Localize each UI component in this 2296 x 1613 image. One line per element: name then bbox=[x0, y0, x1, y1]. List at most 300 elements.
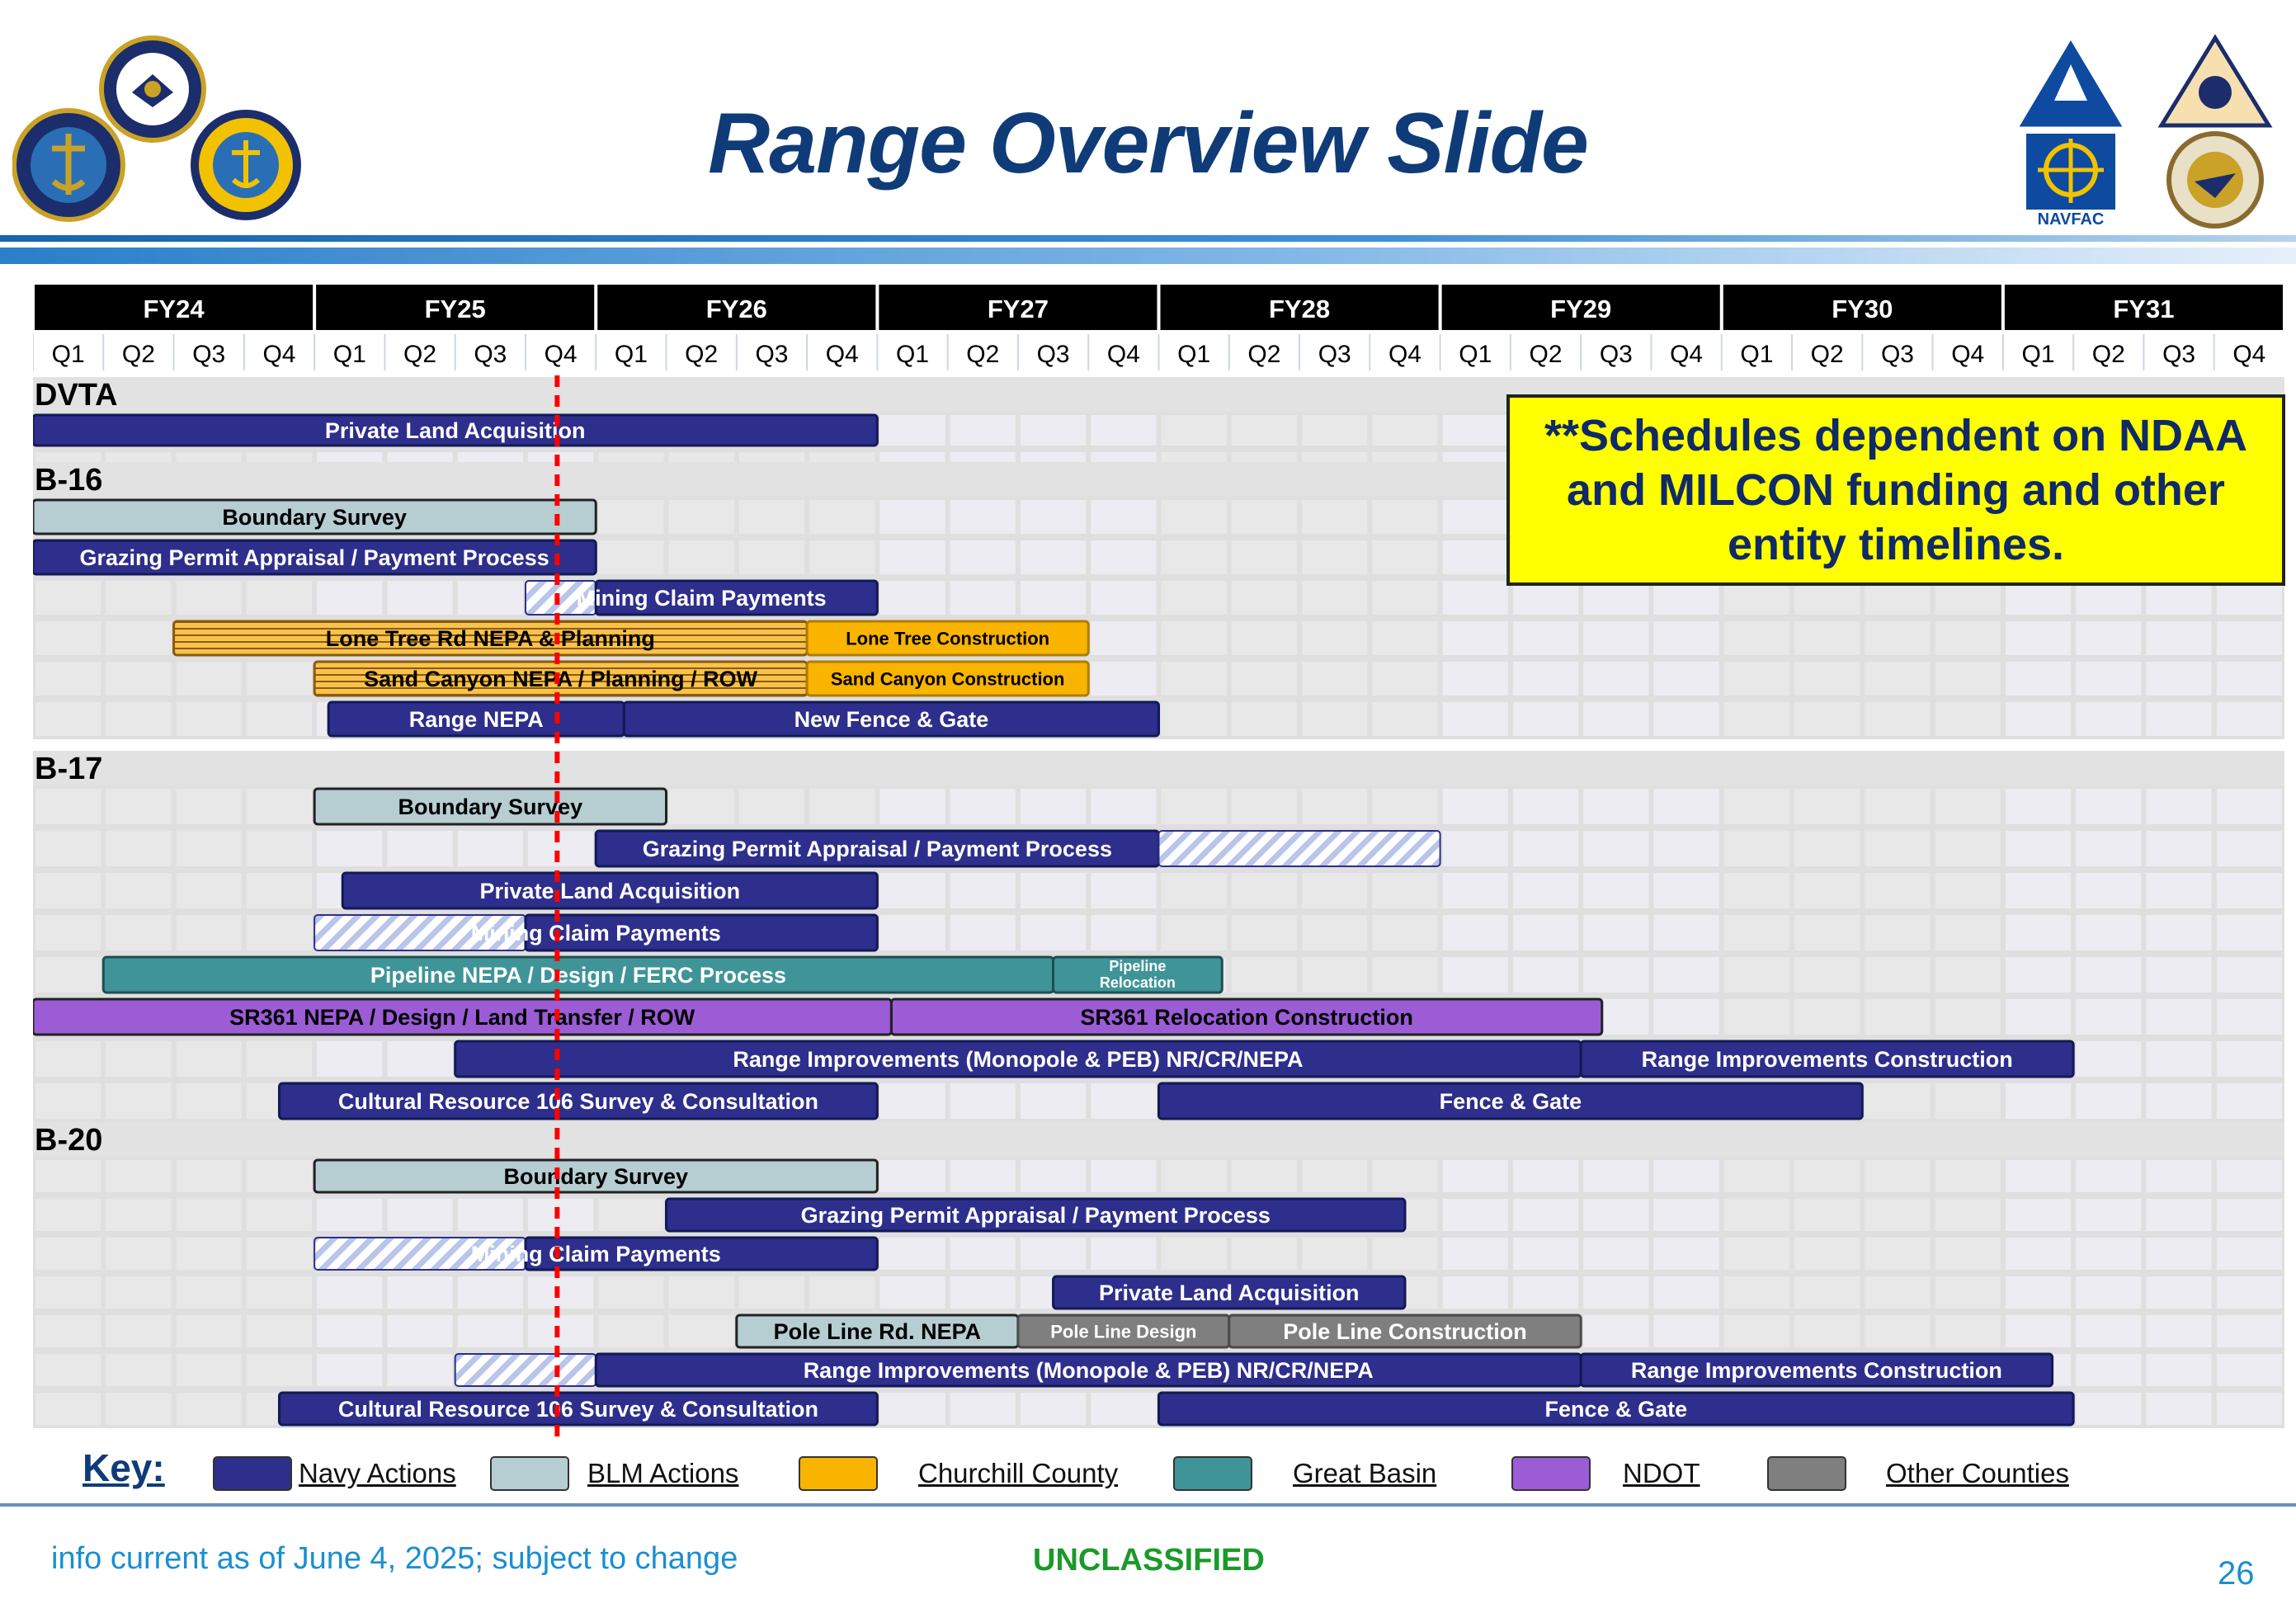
grid-cell bbox=[177, 1276, 242, 1309]
grid-cell bbox=[2076, 662, 2141, 696]
grid-cell bbox=[1513, 702, 1578, 736]
grid-cell bbox=[1513, 957, 1578, 993]
grid-cell bbox=[1724, 915, 1789, 950]
grid-cell bbox=[2146, 621, 2211, 655]
grid-cell bbox=[1232, 415, 1297, 446]
grid-cell bbox=[1794, 1276, 1860, 1309]
grid-cell bbox=[879, 1238, 945, 1270]
quarter-label: Q4 bbox=[1106, 341, 1140, 368]
grid-cell bbox=[35, 1199, 101, 1231]
grid-cell bbox=[739, 540, 804, 574]
grid-cell bbox=[1091, 1393, 1156, 1425]
grid-cell bbox=[1724, 1160, 1789, 1192]
grid-cell bbox=[1443, 581, 1508, 615]
grid-cell bbox=[1935, 621, 2001, 655]
grid-cell bbox=[1021, 581, 1086, 615]
grid-cell bbox=[1724, 621, 1789, 655]
grid-cell bbox=[1443, 1238, 1508, 1270]
grid-cell bbox=[247, 1199, 312, 1231]
grid-cell bbox=[1724, 1238, 1789, 1270]
grid-cell bbox=[879, 1160, 945, 1192]
grid-cell bbox=[106, 1199, 171, 1231]
grid-cell bbox=[1162, 915, 1227, 950]
grid-cell bbox=[1443, 1276, 1508, 1309]
section-band bbox=[33, 751, 2284, 785]
grid-cell bbox=[177, 1083, 242, 1119]
task-label: Fence & Gate bbox=[1544, 1397, 1688, 1422]
grid-cell bbox=[1162, 621, 1227, 655]
grid-cell bbox=[2217, 915, 2282, 950]
quarter-label: Q2 bbox=[1810, 341, 1844, 368]
fy-label: FY29 bbox=[1550, 295, 1612, 323]
grid-cell bbox=[1302, 662, 1367, 696]
fy-label: FY27 bbox=[987, 295, 1049, 323]
grid-cell bbox=[598, 540, 663, 574]
grid-cell bbox=[1021, 915, 1086, 950]
grid-cell bbox=[1583, 1199, 1648, 1231]
grid-cell bbox=[2146, 581, 2211, 615]
grid-cell bbox=[387, 1199, 452, 1231]
grid-cell bbox=[1865, 789, 1930, 824]
grid-cell bbox=[2217, 999, 2282, 1035]
grid-cell bbox=[1935, 1083, 2001, 1119]
grid-cell bbox=[2146, 1276, 2211, 1309]
grid-cell bbox=[387, 1354, 452, 1386]
grid-cell bbox=[1443, 540, 1508, 574]
grid-cell bbox=[2146, 1041, 2211, 1077]
grid-cell bbox=[1302, 415, 1367, 446]
grid-cell bbox=[950, 581, 1016, 615]
grid-cell bbox=[1232, 915, 1297, 950]
grid-cell bbox=[2076, 702, 2141, 736]
task-label: Range Improvements (Monopole & PEB) NR/CR/NEPA bbox=[803, 1358, 1374, 1384]
grid-cell bbox=[247, 1041, 312, 1077]
task-label: Grazing Permit Appraisal / Payment Process bbox=[642, 837, 1112, 862]
grid-cell bbox=[1653, 621, 1718, 655]
task-label: Fence & Gate bbox=[1439, 1089, 1582, 1115]
grid-cell bbox=[387, 831, 452, 866]
grid-cell bbox=[1372, 540, 1437, 574]
grid-cell bbox=[739, 1276, 804, 1309]
task-label: Lone Tree Construction bbox=[846, 628, 1050, 649]
grid-cell bbox=[2006, 1315, 2071, 1347]
legend-label-ndot: NDOT bbox=[1623, 1458, 1700, 1488]
grid-cell bbox=[106, 581, 171, 615]
grid-cell bbox=[598, 1276, 663, 1309]
grid-cell bbox=[1372, 581, 1437, 615]
grid-cell bbox=[458, 581, 523, 615]
grid-cell bbox=[809, 789, 875, 824]
grid-cell bbox=[35, 1276, 101, 1309]
grid-cell bbox=[2146, 915, 2211, 950]
quarter-label: Q2 bbox=[1529, 341, 1563, 368]
grid-cell bbox=[35, 1354, 101, 1386]
quarter-label: Q4 bbox=[1388, 341, 1421, 368]
grid-cell bbox=[1583, 662, 1648, 696]
grid-cell bbox=[2146, 873, 2211, 908]
grid-cell bbox=[1653, 1238, 1718, 1270]
grid-cell bbox=[1935, 1315, 2001, 1347]
grid-cell bbox=[1513, 1238, 1578, 1270]
grid-cell bbox=[1162, 702, 1227, 736]
grid-cell bbox=[1302, 957, 1367, 993]
legend-label-navy: Navy Actions bbox=[299, 1458, 456, 1488]
grid-cell bbox=[1865, 831, 1930, 866]
grid-cell bbox=[177, 1354, 242, 1386]
task-label: Private Land Acquisition bbox=[1099, 1280, 1360, 1306]
grid-cell bbox=[1794, 1238, 1860, 1270]
grid-cell bbox=[1513, 1276, 1578, 1309]
legend-label-great_basin: Great Basin bbox=[1293, 1458, 1437, 1488]
grid-cell bbox=[1583, 957, 1648, 993]
grid-cell bbox=[1794, 915, 1860, 950]
grid-cell bbox=[1162, 789, 1227, 824]
grid-cell bbox=[1091, 789, 1156, 824]
quarter-label: Q4 bbox=[2232, 341, 2266, 368]
quarter-label: Q3 bbox=[1880, 341, 1914, 368]
grid-cell bbox=[2076, 1276, 2141, 1309]
task-label: Pipeline bbox=[1109, 958, 1167, 974]
grid-cell bbox=[1935, 915, 2001, 950]
grid-cell bbox=[950, 915, 1016, 950]
grid-cell bbox=[2006, 621, 2071, 655]
task-label: Grazing Permit Appraisal / Payment Process bbox=[800, 1203, 1271, 1229]
quarter-header bbox=[33, 334, 2265, 370]
grid-cell bbox=[177, 581, 242, 615]
grid-cell bbox=[1794, 702, 1860, 736]
grid-cell bbox=[1794, 1315, 1860, 1347]
task-label: Relocation bbox=[1099, 974, 1176, 991]
grid-cell bbox=[1372, 415, 1437, 446]
grid-cell bbox=[2217, 873, 2282, 908]
task-label: Range NEPA bbox=[408, 707, 544, 733]
grid-cell bbox=[1091, 662, 1156, 696]
grid-cell bbox=[1021, 540, 1086, 574]
grid-cell bbox=[1232, 789, 1297, 824]
grid-cell bbox=[879, 1393, 945, 1425]
grid-cell bbox=[2006, 1083, 2071, 1119]
grid-cell bbox=[2006, 957, 2071, 993]
grid-cell bbox=[1724, 1315, 1789, 1347]
grid-cell bbox=[2076, 1354, 2141, 1386]
grid-cell bbox=[1162, 581, 1227, 615]
grid-cell bbox=[317, 1041, 382, 1077]
task-label: Pole Line Rd. NEPA bbox=[773, 1319, 982, 1345]
grid-cell bbox=[1583, 789, 1648, 824]
grid-cell bbox=[35, 789, 101, 824]
quarter-label: Q2 bbox=[2091, 341, 2125, 368]
grid-cell bbox=[598, 500, 663, 534]
grid-cell bbox=[1443, 415, 1508, 446]
grid-cell bbox=[879, 540, 945, 574]
grid-cell bbox=[1513, 662, 1578, 696]
grid-cell bbox=[1021, 789, 1086, 824]
grid-cell bbox=[106, 873, 171, 908]
task-label: SR361 Relocation Construction bbox=[1080, 1005, 1413, 1031]
grid-cell bbox=[106, 1083, 171, 1119]
hatched-segment bbox=[1159, 831, 1440, 866]
grid-cell bbox=[247, 873, 312, 908]
grid-cell bbox=[177, 915, 242, 950]
grid-cell bbox=[950, 1393, 1016, 1425]
grid-cell bbox=[2217, 1354, 2282, 1386]
task-label: Grazing Permit Appraisal / Payment Process bbox=[79, 545, 549, 571]
grid-cell bbox=[1653, 662, 1718, 696]
grid-cell bbox=[106, 1238, 171, 1270]
grid-cell bbox=[1653, 1315, 1718, 1347]
grid-cell bbox=[1724, 702, 1789, 736]
grid-cell bbox=[35, 581, 101, 615]
grid-cell bbox=[528, 1199, 593, 1231]
grid-cell bbox=[106, 789, 171, 824]
grid-cell bbox=[1372, 873, 1437, 908]
task-label: SR361 NEPA / Design / Land Transfer / ROW bbox=[229, 1005, 695, 1031]
grid-cell bbox=[35, 1315, 101, 1347]
grid-cell bbox=[1865, 621, 1930, 655]
grid-cell bbox=[528, 831, 593, 866]
grid-cell bbox=[879, 1083, 945, 1119]
grid-cell bbox=[247, 789, 312, 824]
grid-cell bbox=[106, 1276, 171, 1309]
quarter-label: Q3 bbox=[2162, 341, 2196, 368]
grid-cell bbox=[1091, 1083, 1156, 1119]
grid-cell bbox=[2006, 581, 2071, 615]
grid-cell bbox=[2076, 1315, 2141, 1347]
quarter-label: Q1 bbox=[896, 341, 930, 368]
grid-cell bbox=[1724, 789, 1789, 824]
quarter-label: Q1 bbox=[51, 341, 85, 368]
grid-cell bbox=[177, 831, 242, 866]
grid-cell bbox=[35, 702, 101, 736]
grid-cell bbox=[177, 1315, 242, 1347]
grid-cell bbox=[669, 1315, 734, 1347]
grid-cell bbox=[2217, 1199, 2282, 1231]
task-label: Boundary Survey bbox=[398, 795, 583, 820]
grid-cell bbox=[1724, 1199, 1789, 1231]
grid-cell bbox=[106, 662, 171, 696]
legend-swatch-ndot bbox=[1511, 1456, 1591, 1491]
grid-cell bbox=[1935, 1276, 2001, 1309]
grid-cell bbox=[1583, 702, 1648, 736]
grid-cell bbox=[1091, 873, 1156, 908]
grid-cell bbox=[1021, 1160, 1086, 1192]
task-label: Cultural Resource 106 Survey & Consultation bbox=[337, 1397, 819, 1422]
grid-cell bbox=[2076, 1083, 2141, 1119]
grid-cell bbox=[1724, 957, 1789, 993]
quarter-label: Q4 bbox=[825, 341, 859, 368]
grid-cell bbox=[1513, 831, 1578, 866]
grid-cell bbox=[1443, 957, 1508, 993]
grid-cell bbox=[1302, 702, 1367, 736]
task-label: Mining Claim Payments bbox=[576, 586, 827, 611]
grid-cell bbox=[809, 500, 875, 534]
grid-cell bbox=[106, 702, 171, 736]
quarter-label: Q3 bbox=[192, 341, 226, 368]
classification-label: UNCLASSIFIED bbox=[1033, 1543, 1265, 1578]
quarter-label: Q4 bbox=[262, 341, 296, 368]
grid-cell bbox=[1232, 873, 1297, 908]
grid-cell bbox=[950, 789, 1016, 824]
quarter-label: Q1 bbox=[1740, 341, 1774, 368]
quarter-label: Q3 bbox=[755, 341, 789, 368]
grid-cell bbox=[106, 831, 171, 866]
grid-cell bbox=[2006, 789, 2071, 824]
grid-cell bbox=[2146, 1083, 2211, 1119]
grid-cell bbox=[1372, 915, 1437, 950]
task-label: Boundary Survey bbox=[222, 505, 407, 531]
grid-cell bbox=[2146, 957, 2211, 993]
grid-cell bbox=[247, 581, 312, 615]
grid-cell bbox=[177, 1238, 242, 1270]
grid-cell bbox=[1724, 831, 1789, 866]
grid-cell bbox=[1724, 581, 1789, 615]
grid-cell bbox=[1232, 500, 1297, 534]
grid-cell bbox=[35, 1238, 101, 1270]
grid-cell bbox=[1372, 1160, 1437, 1192]
grid-cell bbox=[2006, 999, 2071, 1035]
legend-swatch-great_basin bbox=[1173, 1456, 1252, 1491]
grid-cell bbox=[1653, 702, 1718, 736]
grid-cell bbox=[2006, 1238, 2071, 1270]
grid-cell bbox=[387, 1315, 452, 1347]
grid-cell bbox=[1583, 873, 1648, 908]
quarter-label: Q1 bbox=[614, 341, 648, 368]
grid-cell bbox=[1091, 540, 1156, 574]
task-label: Mining Claim Payments bbox=[470, 1242, 721, 1267]
grid-cell bbox=[1653, 957, 1718, 993]
grid-cell bbox=[247, 915, 312, 950]
grid-cell bbox=[2146, 1354, 2211, 1386]
grid-cell bbox=[1091, 1238, 1156, 1270]
grid-cell bbox=[1162, 1238, 1227, 1270]
grid-cell bbox=[2217, 1315, 2282, 1347]
grid-cell bbox=[2217, 621, 2282, 655]
grid-cell bbox=[1443, 702, 1508, 736]
grid-cell bbox=[1232, 662, 1297, 696]
grid-cell bbox=[1653, 581, 1718, 615]
grid-cell bbox=[879, 1276, 945, 1309]
grid-cell bbox=[247, 1276, 312, 1309]
grid-cell bbox=[1653, 915, 1718, 950]
legend-label-blm: BLM Actions bbox=[587, 1458, 739, 1488]
grid-cell bbox=[317, 1315, 382, 1347]
grid-cell bbox=[1021, 415, 1086, 446]
fy-label: FY31 bbox=[2113, 295, 2175, 323]
grid-cell bbox=[2076, 621, 2141, 655]
quarter-label: Q1 bbox=[1459, 341, 1492, 368]
grid-cell bbox=[1865, 1276, 1930, 1309]
fy-label: FY30 bbox=[1832, 295, 1893, 323]
grid-cell bbox=[950, 540, 1016, 574]
grid-cell bbox=[1865, 1160, 1930, 1192]
grid-cell bbox=[1091, 500, 1156, 534]
grid-cell bbox=[177, 1393, 242, 1425]
grid-cell bbox=[1232, 702, 1297, 736]
grid-cell bbox=[177, 1199, 242, 1231]
task-label: New Fence & Gate bbox=[794, 707, 989, 733]
legend-label-churchill: Churchill County bbox=[918, 1458, 1119, 1488]
grid-cell bbox=[1583, 831, 1648, 866]
grid-cell bbox=[1302, 621, 1367, 655]
grid-cell bbox=[1372, 500, 1437, 534]
fy-label: FY25 bbox=[424, 295, 486, 323]
legend-swatch-blm bbox=[490, 1456, 569, 1491]
task-label: Pole Line Construction bbox=[1283, 1319, 1527, 1345]
grid-cell bbox=[2076, 915, 2141, 950]
grid-cell bbox=[1162, 1160, 1227, 1192]
grid-cell bbox=[1865, 1199, 1930, 1231]
svg-text:NAVFAC: NAVFAC bbox=[2037, 210, 2105, 229]
grid-cell bbox=[35, 915, 101, 950]
grid-cell bbox=[35, 1041, 101, 1077]
grid-cell bbox=[177, 1160, 242, 1192]
quarter-label: Q2 bbox=[121, 341, 155, 368]
grid-cell bbox=[317, 581, 382, 615]
grid-cell bbox=[1232, 540, 1297, 574]
grid-cell bbox=[1513, 621, 1578, 655]
grid-cell bbox=[2217, 1393, 2282, 1425]
grid-cell bbox=[247, 831, 312, 866]
grid-cell bbox=[1302, 1238, 1367, 1270]
grid-cell bbox=[106, 1160, 171, 1192]
grid-cell bbox=[177, 702, 242, 736]
task-label: Cultural Resource 106 Survey & Consultation bbox=[337, 1089, 819, 1115]
section-band bbox=[33, 1122, 2284, 1157]
page-title: Range Overview Slide bbox=[708, 96, 1588, 191]
grid-cell bbox=[1935, 1238, 2001, 1270]
grid-cell bbox=[1302, 581, 1367, 615]
header-rule bbox=[0, 235, 2296, 242]
grid-cell bbox=[1583, 1315, 1648, 1347]
grid-cell bbox=[106, 621, 171, 655]
grid-cell bbox=[950, 873, 1016, 908]
grid-cell bbox=[1513, 1199, 1578, 1231]
grid-cell bbox=[2217, 1160, 2282, 1192]
grid-cell bbox=[2076, 999, 2141, 1035]
grid-cell bbox=[1935, 957, 2001, 993]
grid-cell bbox=[1935, 1160, 2001, 1192]
grid-cell bbox=[1162, 415, 1227, 446]
section-label: DVTA bbox=[35, 378, 118, 413]
fy-label: FY28 bbox=[1269, 295, 1331, 323]
task-label: Pipeline NEPA / Design / FERC Process bbox=[370, 963, 786, 988]
grid-cell bbox=[1232, 581, 1297, 615]
grid-cell bbox=[2217, 1041, 2282, 1077]
grid-cell bbox=[2146, 831, 2211, 866]
grid-cell bbox=[950, 415, 1016, 446]
grid-cell bbox=[1443, 662, 1508, 696]
header-rule-lower bbox=[0, 248, 2296, 264]
grid-cell bbox=[1935, 999, 2001, 1035]
grid-cell bbox=[1865, 581, 1930, 615]
grid-cell bbox=[1794, 957, 1860, 993]
grid-cell bbox=[2076, 1041, 2141, 1077]
grid-cell bbox=[1865, 873, 1930, 908]
grid-cell bbox=[2076, 1393, 2141, 1425]
grid-cell bbox=[2217, 831, 2282, 866]
quarter-label: Q2 bbox=[403, 341, 437, 368]
task-label: Mining Claim Payments bbox=[470, 921, 721, 946]
grid-cell bbox=[387, 581, 452, 615]
grid-cell bbox=[1653, 1160, 1718, 1192]
grid-cell bbox=[528, 1276, 593, 1309]
grid-cell bbox=[2006, 662, 2071, 696]
task-label: Boundary Survey bbox=[503, 1164, 689, 1190]
grid-cell bbox=[247, 1354, 312, 1386]
task-label: Private Land Acquisition bbox=[479, 879, 741, 904]
quarter-label: Q4 bbox=[544, 341, 578, 368]
quarter-label: Q3 bbox=[1318, 341, 1351, 368]
